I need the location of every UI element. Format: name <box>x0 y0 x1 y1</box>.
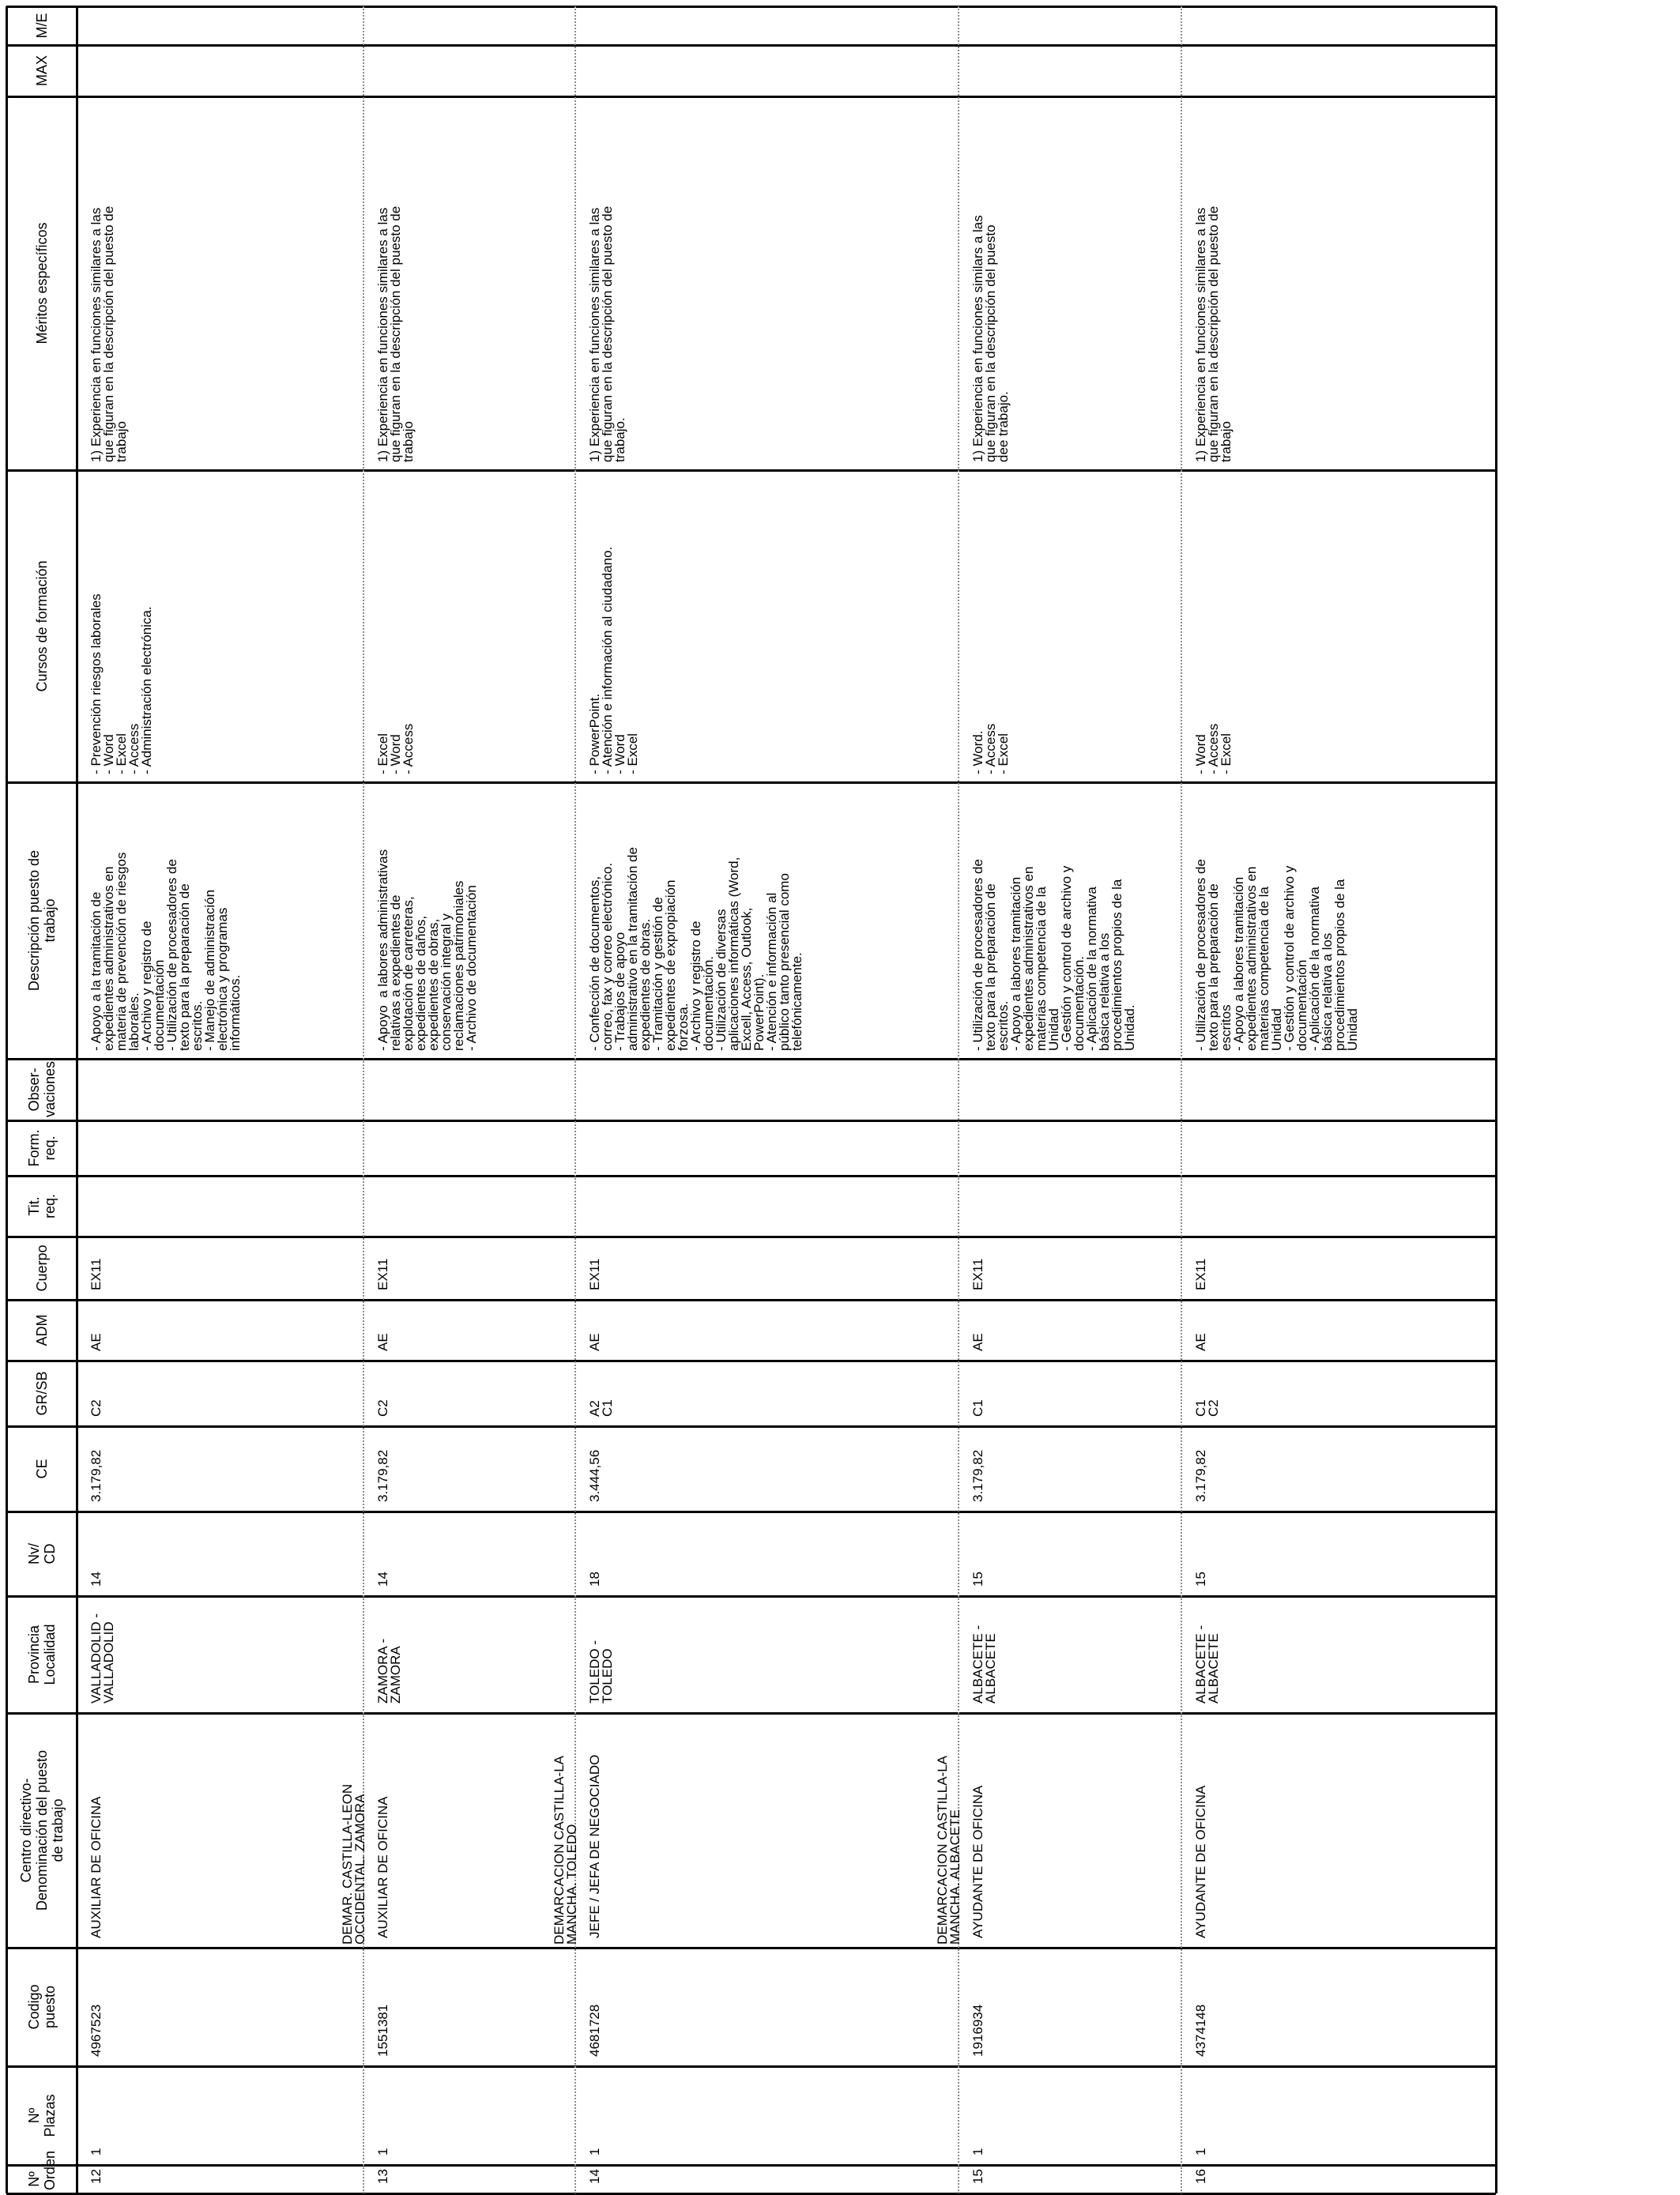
table-rule <box>6 469 1496 472</box>
cell-meritos: 1) Experiencia en funciones similars a las que figuran en la descripción del puesto dee trabajo. <box>970 215 1011 462</box>
table-rule <box>1495 6 1497 2193</box>
header-orden: Nº Orden <box>26 2150 58 2190</box>
cell-ce: 3.179,82 <box>1193 1449 1208 1502</box>
header-meritos: Méritos específicos <box>34 222 50 344</box>
cell-provincia: ALBACETE - ALBACETE <box>970 1625 998 1704</box>
cell-nivel: 14 <box>89 1572 104 1587</box>
cell-adm: AE <box>89 1333 104 1351</box>
cell-meritos: 1) Experiencia en funciones similares a las que figuran en la descripción del puesto de trabajo <box>1193 205 1234 462</box>
header-centro: Centro directivo- Denominación del puesto de trabajo <box>18 1749 66 1911</box>
table-rule <box>6 1595 1496 1598</box>
cell-plazas: 1 <box>89 2148 104 2155</box>
header-descripcion: Descripción puesto de trabajo <box>26 849 58 992</box>
table-rule <box>76 6 78 2193</box>
cell-centro: AYUDANTE DE OFICINA <box>1193 1785 1208 1938</box>
cell-provincia: TOLEDO - TOLEDO <box>587 1640 615 1704</box>
cell-meritos: 1) Experiencia en funciones similares a las que figuran en la descripción del puesto de trabajo. <box>587 205 627 462</box>
cell-centro: AYUDANTE DE OFICINA <box>970 1785 985 1938</box>
cell-codigo: 4681728 <box>587 2004 602 2057</box>
header-obs: Obser- vaciones <box>26 1060 58 1117</box>
cell-orden: 15 <box>970 2169 985 2184</box>
cell-descripcion: - Confección de documentos, correo, fax y correo electrónico. - Trabajos de apoyo administrativo en la tramitación de expedientes de obras. - Tramitación y gestión de expedientes de expropiación forzosa. - Archivo y registro de documentación. - Utilización de diversas aplicaciones informáticas (Word, Excell, Access, Outlook, PowerPoint). - Atención e información al público tanto presencial como telefónicamente. <box>587 847 804 1051</box>
cell-codigo: 4967523 <box>89 2004 104 2057</box>
header-tit: Tit. req. <box>26 1193 58 1219</box>
table-rule <box>6 1360 1496 1362</box>
cell-ce: 3.179,82 <box>375 1449 390 1502</box>
cell-centro-directivo: DEMARCACION CASTILLA-LA MANCHA. TOLEDO <box>552 1756 579 1945</box>
cell-cuerpo: EX11 <box>970 1258 985 1290</box>
cell-centro: AUXILIAR DE OFICINA <box>375 1796 390 1938</box>
cell-orden: 13 <box>375 2169 390 2184</box>
cell-grsb: C1 <box>970 1399 985 1417</box>
header-codigo: Codigo puesto <box>26 1984 58 2030</box>
cell-centro-directivo: DEMAR. CASTILLA-LEON OCCIDENTAL. ZAMORA <box>340 1783 367 1945</box>
cell-codigo: 1551381 <box>375 2004 390 2057</box>
header-cursos: Cursos de formación <box>34 560 50 692</box>
cell-meritos: 1) Experiencia en funciones similares a las que figuran en la descripción del puesto de trabajo <box>89 205 129 462</box>
cell-descripcion: - Utilización de procesadores de texto para la preparación de escritos. - Apoyo a labores tramitación expedientes administrativos en materias competencia de la Unidad - Gestión y control de archivo y documentación. - Aplicación de la normativa básica relativa a los procedimientos propios de la Unidad. <box>970 859 1137 1051</box>
cell-orden: 12 <box>89 2169 104 2184</box>
cell-cursos: - Excel - Word - Access <box>375 723 416 774</box>
cell-descripcion: - Utilización de procesadores de texto para la preparación de escritos - Apoyo a labores tramitación expedientes administrativos en materias competencia de la Unidad - Gestión y control de archivo y documentación - Aplicación de la normativa básica relativa a los procedimientos propios de la Unidad <box>1193 859 1360 1051</box>
table-rule <box>6 1236 1496 1238</box>
header-me: M/E <box>34 13 50 39</box>
cell-provincia: ZAMORA - ZAMORA <box>375 1638 403 1704</box>
header-ce: CE <box>34 1459 50 1479</box>
table-rule <box>6 1120 1496 1122</box>
table-rule <box>1181 6 1182 2193</box>
cell-grsb: A2 C1 <box>587 1399 615 1417</box>
cell-grsb: C2 <box>375 1399 390 1417</box>
table-rule <box>6 6 8 2193</box>
table-rule <box>6 1947 1496 1949</box>
cell-plazas: 1 <box>375 2148 390 2155</box>
cell-cursos: - Prevención riesgos laborales - Word - Excel - Access - Administración electrónica. <box>89 593 154 774</box>
cell-adm: AE <box>970 1333 985 1351</box>
cell-plazas: 1 <box>587 2148 602 2155</box>
cell-codigo: 4374148 <box>1193 2004 1208 2057</box>
cell-ce: 3.179,82 <box>970 1449 985 1502</box>
cell-descripcion: - Apoyo a labores administrativas relativas a expedientes de explotación de carreteras, expedientes de daños, expedientes de obras, conservación integral y reclamaciones patrimoniales - Archivo de documentación <box>375 849 479 1051</box>
cell-adm: AE <box>375 1333 390 1351</box>
header-form: Form. req. <box>26 1129 58 1167</box>
cell-adm: AE <box>587 1333 602 1351</box>
table-rule <box>6 6 1496 8</box>
cell-cursos: - Word - Access - Excel <box>1193 723 1234 774</box>
cell-ce: 3.179,82 <box>89 1449 104 1502</box>
cell-cuerpo: EX11 <box>1193 1258 1208 1290</box>
cell-centro: AUXILIAR DE OFICINA <box>89 1796 104 1938</box>
header-nivel: Nv/ CD <box>26 1543 58 1564</box>
cell-orden: 14 <box>587 2169 602 2184</box>
table-rule <box>6 2164 1496 2167</box>
table-rule <box>6 96 1496 98</box>
cell-cursos: - Word. - Access - Excel <box>970 723 1011 774</box>
table-rule <box>6 1712 1496 1715</box>
cell-plazas: 1 <box>1193 2148 1208 2155</box>
cell-meritos: 1) Experiencia en funciones similares a las que figuran en la descripción del puesto de trabajo <box>375 205 416 462</box>
table-rule <box>6 1175 1496 1177</box>
cell-cuerpo: EX11 <box>375 1258 390 1290</box>
header-max: MAX <box>34 55 50 87</box>
cell-cursos: - PowerPoint. - Atención e información al ciudadano. - Word - Excel <box>587 546 640 774</box>
table-rule <box>6 1511 1496 1513</box>
table-rule <box>6 781 1496 784</box>
cell-codigo: 1916934 <box>970 2004 985 2057</box>
cell-provincia: ALBACETE - ALBACETE <box>1193 1625 1221 1704</box>
header-adm: ADM <box>34 1314 50 1346</box>
table-rule <box>6 1058 1496 1060</box>
table-rule <box>6 1299 1496 1301</box>
header-grsb: GR/SB <box>34 1371 50 1416</box>
cell-ce: 3.444,56 <box>587 1449 602 1502</box>
table-rule <box>6 1425 1496 1428</box>
cell-centro-directivo: DEMARCACION CASTILLA-LA MANCHA. ALBACETE <box>935 1756 962 1945</box>
cell-nivel: 18 <box>587 1572 602 1587</box>
cell-grsb: C1 C2 <box>1193 1399 1221 1417</box>
cell-adm: AE <box>1193 1333 1208 1351</box>
cell-cuerpo: EX11 <box>587 1258 602 1290</box>
cell-cuerpo: EX11 <box>89 1258 104 1290</box>
header-cuerpo: Cuerpo <box>34 1244 50 1292</box>
cell-nivel: 15 <box>970 1572 985 1587</box>
cell-centro: JEFE / JEFA DE NEGOCIADO <box>587 1754 602 1938</box>
header-plazas: Nº Plazas <box>26 2094 58 2137</box>
cell-orden: 16 <box>1193 2169 1208 2184</box>
cell-grsb: C2 <box>89 1399 104 1417</box>
table-rule <box>6 2065 1496 2068</box>
cell-plazas: 1 <box>970 2148 985 2155</box>
cell-nivel: 15 <box>1193 1572 1208 1587</box>
cell-provincia: VALLADOLID - VALLADOLID <box>89 1613 116 1704</box>
cell-descripcion: - Apoyo a la tramitación de expedientes administrativos en materia de prevención de riesgos laborales. - Archivo y registro de documentación - Utilización de procesadores de texto para la preparación de escritos. - Manejo de administración electrónica y programas informáticos. <box>89 852 243 1051</box>
cell-nivel: 14 <box>375 1572 390 1587</box>
header-provincia: Provincia Localidad <box>26 1624 58 1685</box>
table-rule <box>6 44 1496 47</box>
